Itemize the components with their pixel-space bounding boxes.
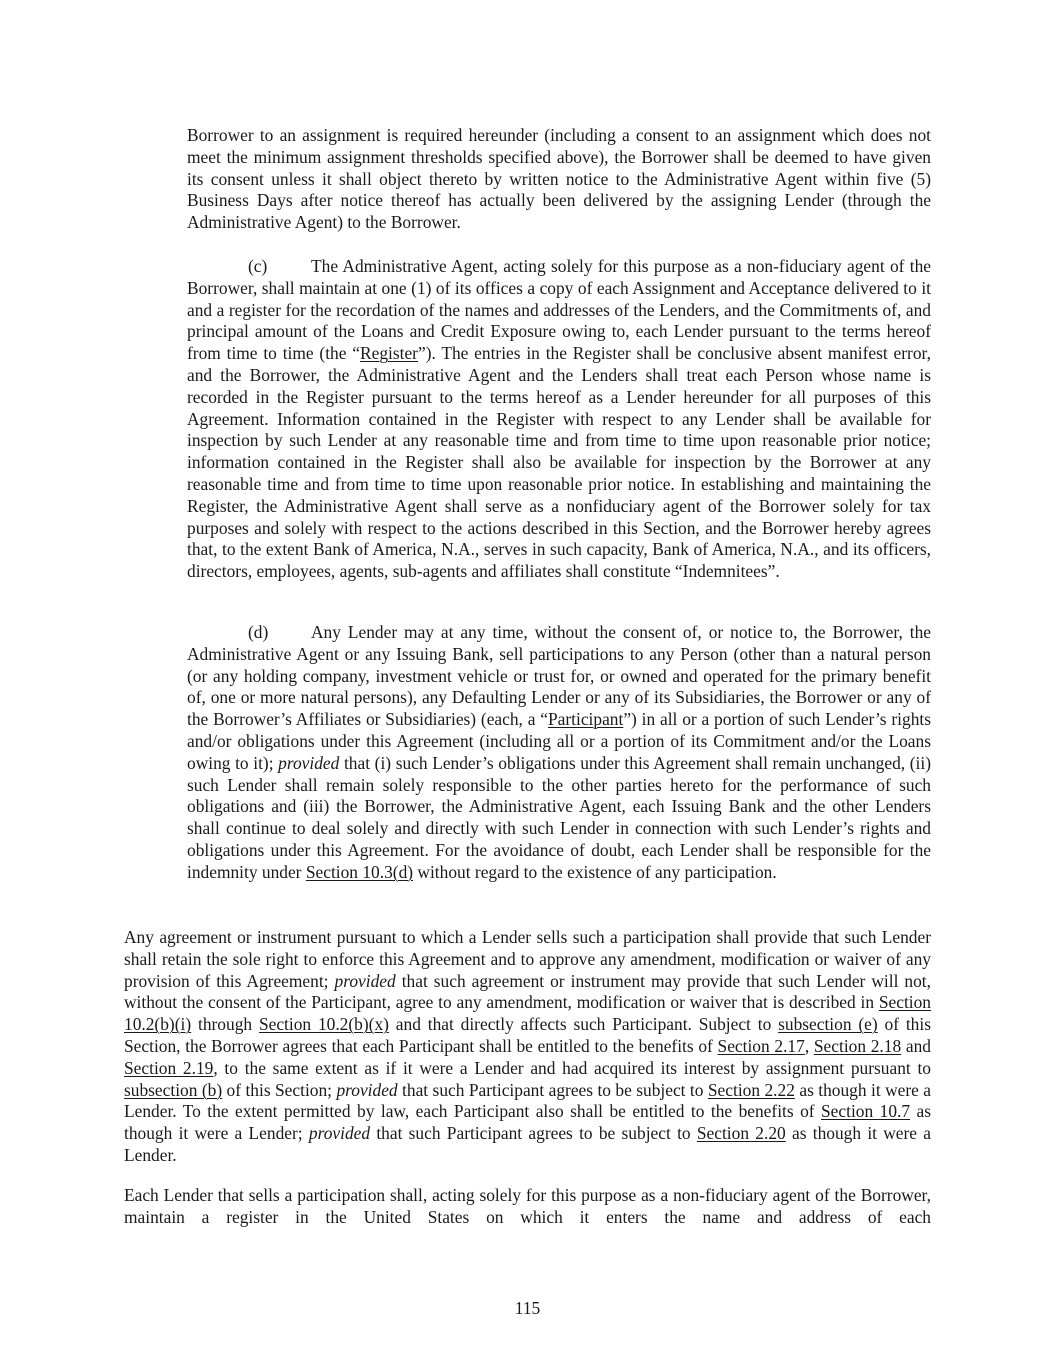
section-reference-2-17: Section 2.17 [717,1035,805,1056]
paragraph-c-register: (c) The Administrative Agent, acting solely for this purpose as a non-fiduciary agent of the Borrower, shall maintain at one (1) of its offices a copy of each Assignment and Acceptance delivered to it and a register for the recordation of the names and addresses of the Lenders, and the Commitments of, and principal amount of the Loans and Credit Exposure owing to, each Lender pursuant to the terms hereof from time to time (the “Register”). The entries in the Register shall be conclusive absent manifest error, and the Borrower, the Administrative Agent and the Lenders shall treat each Person whose name is recorded in the Register pursuant to the terms hereof as a Lender hereunder for all purposes of this Agreement. Information contained in the Register with respect to any Lender shall be available for inspection by such Lender at any reasonable time and from time to time upon reasonable prior notice; information contained in the Register shall also be available for inspection by the Borrower at any reasonable time and from time to time upon reasonable prior notice. In establishing and maintaining the Register, the Administrative Agent shall serve as a nonfiduciary agent of the Borrower solely for tax purposes and solely with respect to the actions described in this Section, and the Borrower hereby agrees that, to the extent Bank of America, N.A., serves in such capacity, Bank of America, N.A., and its officers, directors, employees, agents, sub-agents and affiliates shall constitute “Indemnitees”. [187,256,931,582]
paragraph-text: Borrower to an assignment is required hereunder (including a consent to an assignment which does not meet the minimum assignment thresholds specified above), the Borrower shall be deemed to have given its consent unless it shall object thereto by written notice to the Administrative Agent within five (5) Business Days after notice thereof has actually been delivered by the assigning Lender (through the Administrative Agent) to the Borrower. [187,125,931,233]
provided-emphasis: provided [308,1123,371,1144]
clause-label-c: (c) [248,256,268,276]
provided-emphasis: provided [334,970,396,991]
section-reference-2-19: Section 2.19 [124,1057,214,1078]
section-reference-10-2-b-i: Section 10.2(b)(i) [124,992,931,1035]
defined-term-register: Register [360,343,418,364]
page-number: 115 [514,1298,541,1318]
paragraph-participation-agreement: Any agreement or instrument pursuant to which a Lender sells such a participation shall provide that such Lender shall retain the sole right to enforce this Agreement and to approve any amendment, modification or waiver of any provision of this Agreement; provided that such agreement or instrument may provide that such Lender will not, without the consent of the Participant, agree to any amendment, modification or waiver that is described in Section 10.2(b)(i) through Section 10.2(b)(x) and that directly affects such Participant. Subject to subsection (e) of this Section, the Borrower agrees that each Participant shall be entitled to the benefits of Section 2.17, Section 2.18 and Section 2.19, to the same extent as if it were a Lender and had acquired its interest by assignment pursuant to subsection (b) of this Section; provided that such Participant agrees to be subject to Section 2.22 as though it were a Lender. To the extent permitted by law, each Participant also shall be entitled to the benefits of Section 10.7 as though it were a Lender; provided that such Participant agrees to be subject to Section 2.20 as though it were a Lender. [124,927,932,1165]
subsection-reference-e: subsection (e) [778,1014,878,1035]
paragraph-assignment-consent [187,125,931,234]
section-reference-10-2-b-x: Section 10.2(b)(x) [258,1014,389,1035]
paragraph-participant-register: Each Lender that sells a participation shall, acting solely for this purpose as a non-fiduciary agent of the Borrower, maintain a register in the United States on which it enters the name and address of each [124,1185,931,1227]
provided-emphasis: provided [336,1079,398,1100]
section-reference-2-22: Section 2.22 [707,1079,795,1100]
section-reference-2-18: Section 2.18 [813,1035,902,1056]
provided-emphasis: provided [278,752,340,773]
subsection-reference-b: subsection (b) [124,1079,223,1100]
defined-term-participant: Participant [547,709,624,730]
section-reference-2-20: Section 2.20 [696,1123,786,1144]
section-reference-10-3-d: Section 10.3(d) [305,861,414,882]
section-reference-10-7: Section 10.7 [821,1101,911,1122]
paragraph-d-participations: (d) Any Lender may at any time, without the consent of, or notice to, the Borrower, the Administrative Agent or any Issuing Bank, sell participations to any Person (other than a natural person (or any holding company, investment vehicle or trust for, or owned and operated for the primary benefit of, one or more natural persons), any Defaulting Lender or any of its Subsidiaries, the Borrower or any of the Borrower’s Affiliates or Subsidiaries) (each, a “Participant”) in all or a portion of such Lender’s rights and/or obligations under this Agreement (including all or a portion of its Commitment and/or the Loans owing to it); provided that (i) such Lender’s obligations under this Agreement shall remain unchanged, (ii) such Lender shall remain solely responsible to the other parties hereto for the performance of such obligations and (iii) the Borrower, the Administrative Agent, each Issuing Bank and the other Lenders shall continue to deal solely and directly with such Lender in connection with such Lender’s rights and obligations under this Agreement. For the avoidance of doubt, each Lender shall be responsible for the indemnity under Section 10.3(d) without regard to the existence of any participation. [187,622,932,882]
clause-label-d: (d) [248,622,269,642]
